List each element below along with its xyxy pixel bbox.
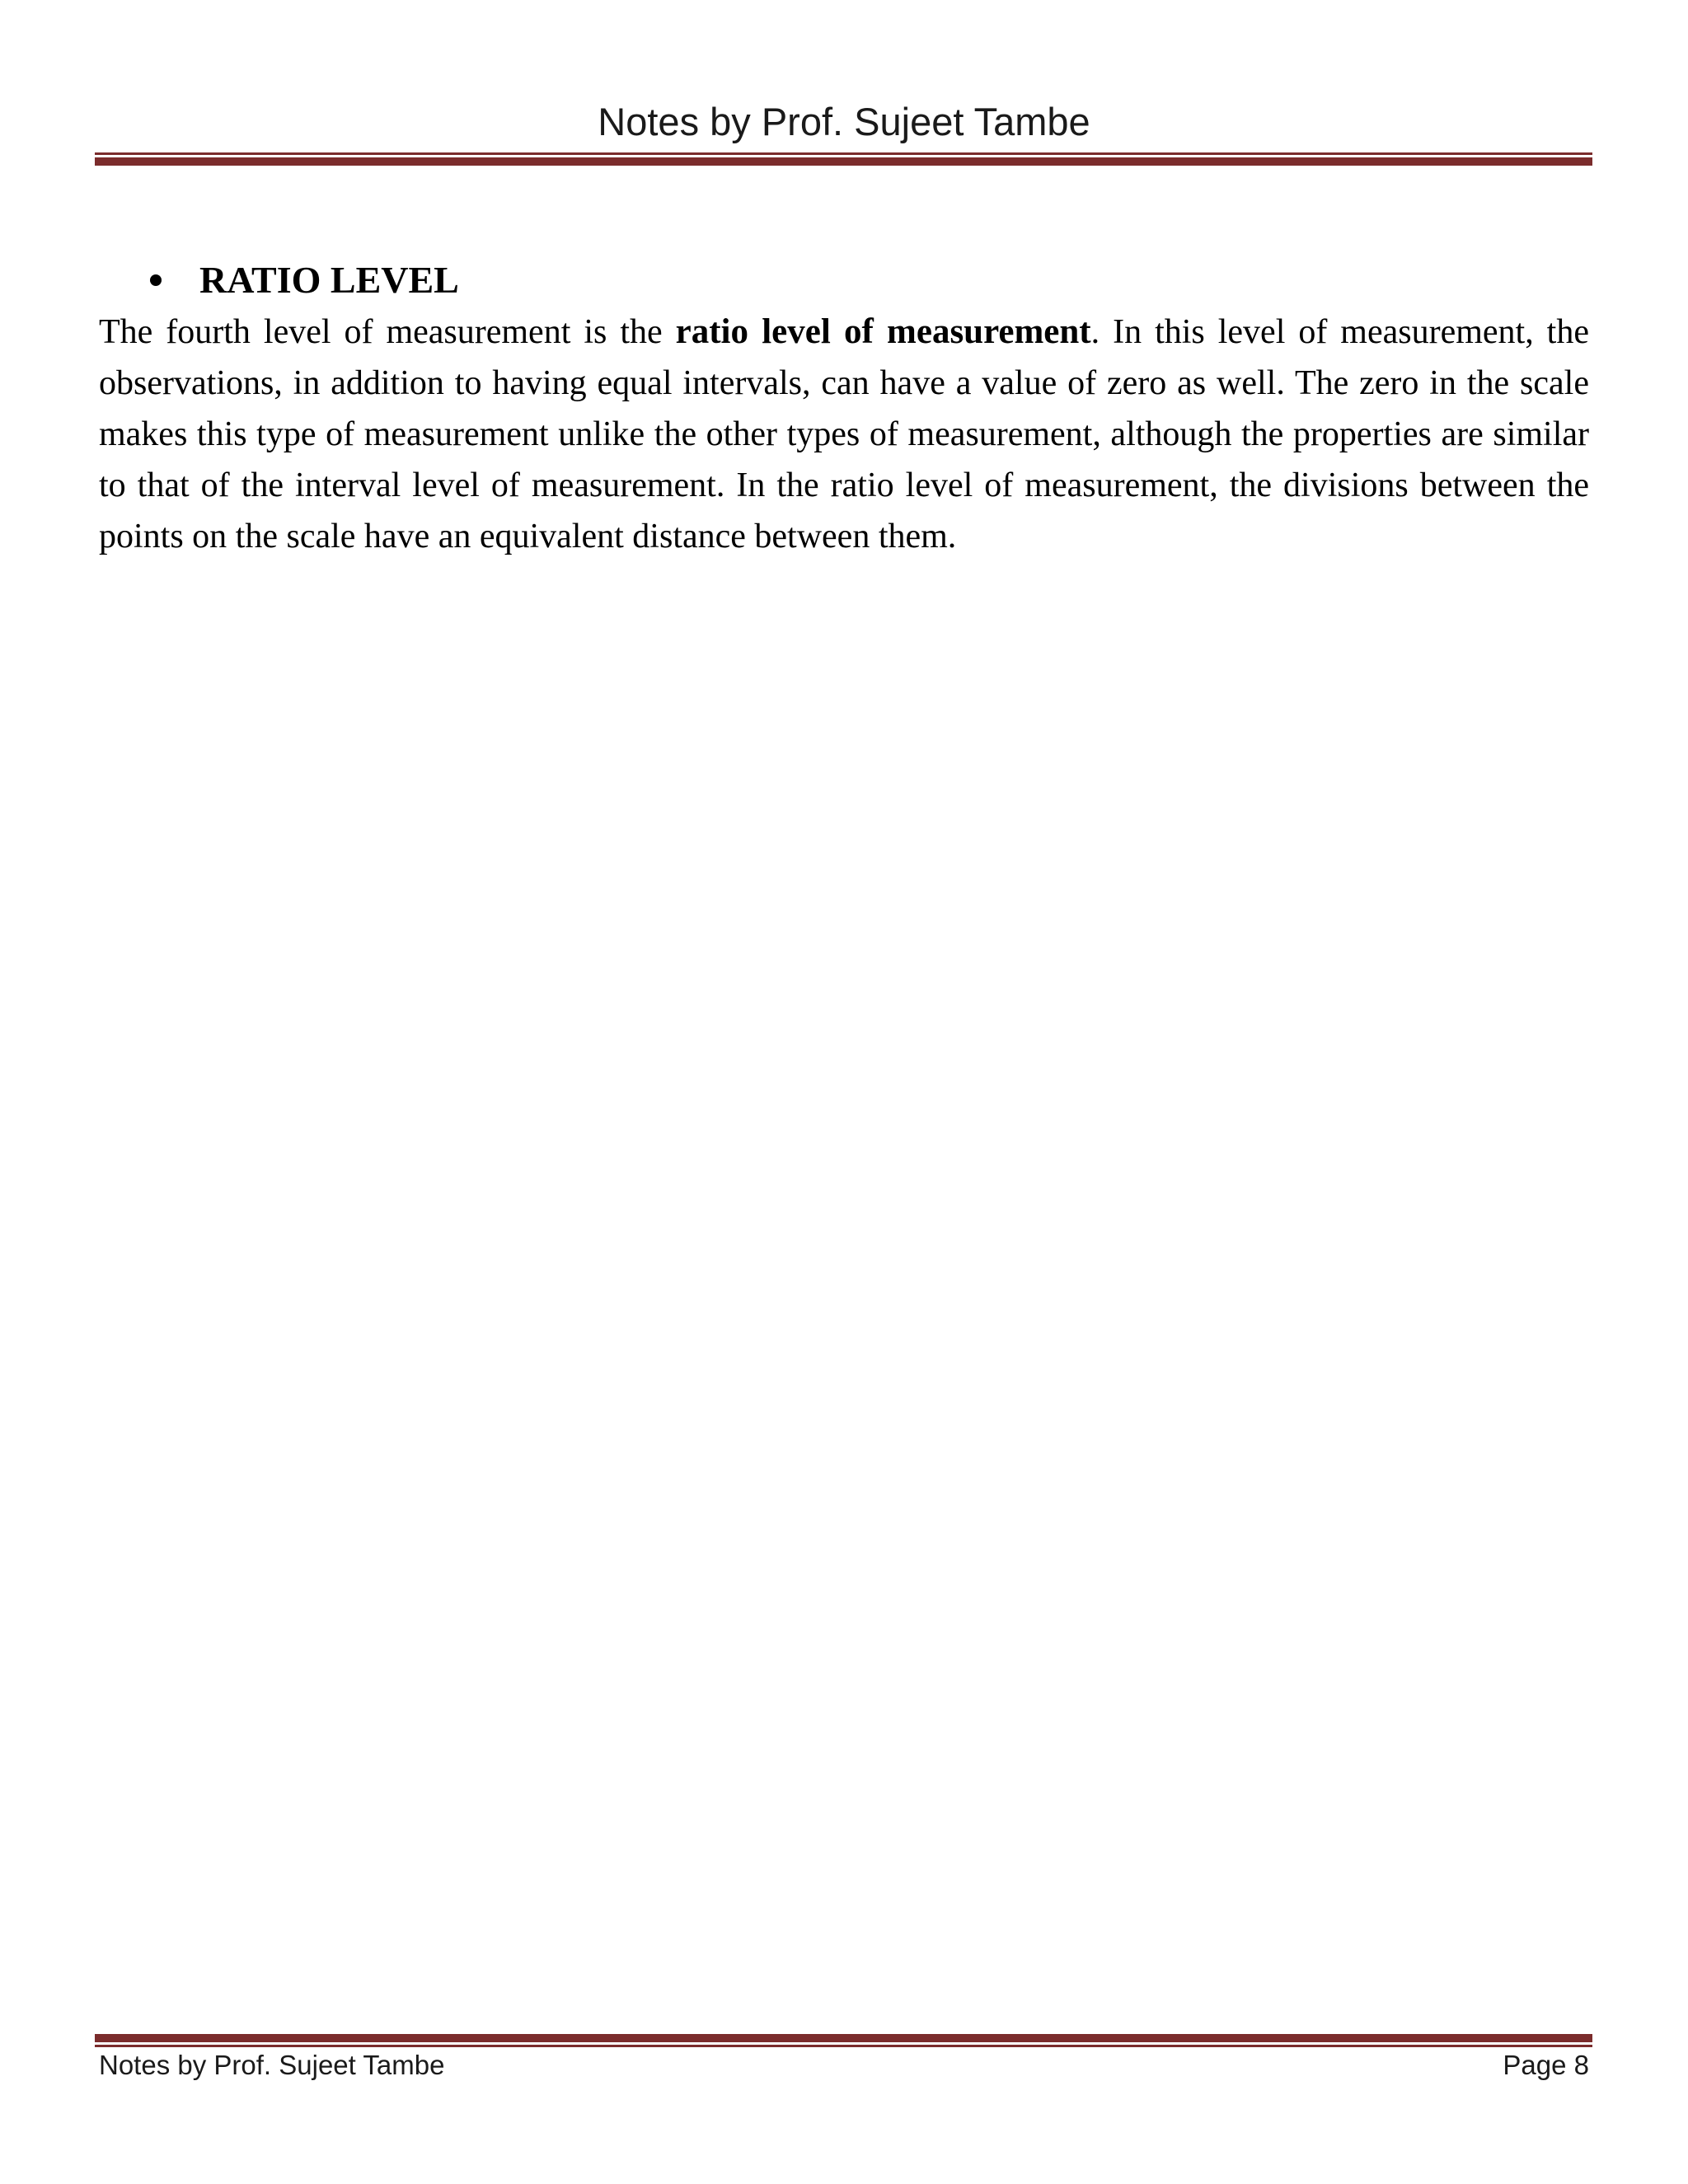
paragraph-text-start: The fourth level of measurement is the — [99, 313, 676, 351]
header-rule-thick — [95, 157, 1592, 166]
footer-author: Notes by Prof. Sujeet Tambe — [99, 2050, 445, 2080]
section-heading: RATIO LEVEL — [199, 259, 459, 301]
header-rule-thin — [95, 152, 1592, 155]
body-paragraph — [99, 307, 1589, 562]
bullet-dot-icon — [150, 274, 162, 286]
paragraph-text-rest: . In this level of measurement, the observations, in addition to having equal intervals, can have a value of zero as well. The zero in the scale makes this type of measurement unlike the other types of measurement, although the properties are similar to that of the interval level of measurement. In the ratio level of measurement, the divisions between the points on the scale have an equivalent distance between them. — [99, 313, 1589, 555]
main-content — [99, 254, 1589, 562]
bullet-item — [150, 254, 1589, 307]
paragraph-bold-term: ratio level of measurement — [675, 312, 1091, 351]
page-number: Page 8 — [1503, 2050, 1589, 2080]
footer-rule-thick — [95, 2034, 1592, 2042]
footer-rule-thin — [95, 2045, 1592, 2047]
page-header-title: Notes by Prof. Sujeet Tambe — [598, 100, 1090, 143]
